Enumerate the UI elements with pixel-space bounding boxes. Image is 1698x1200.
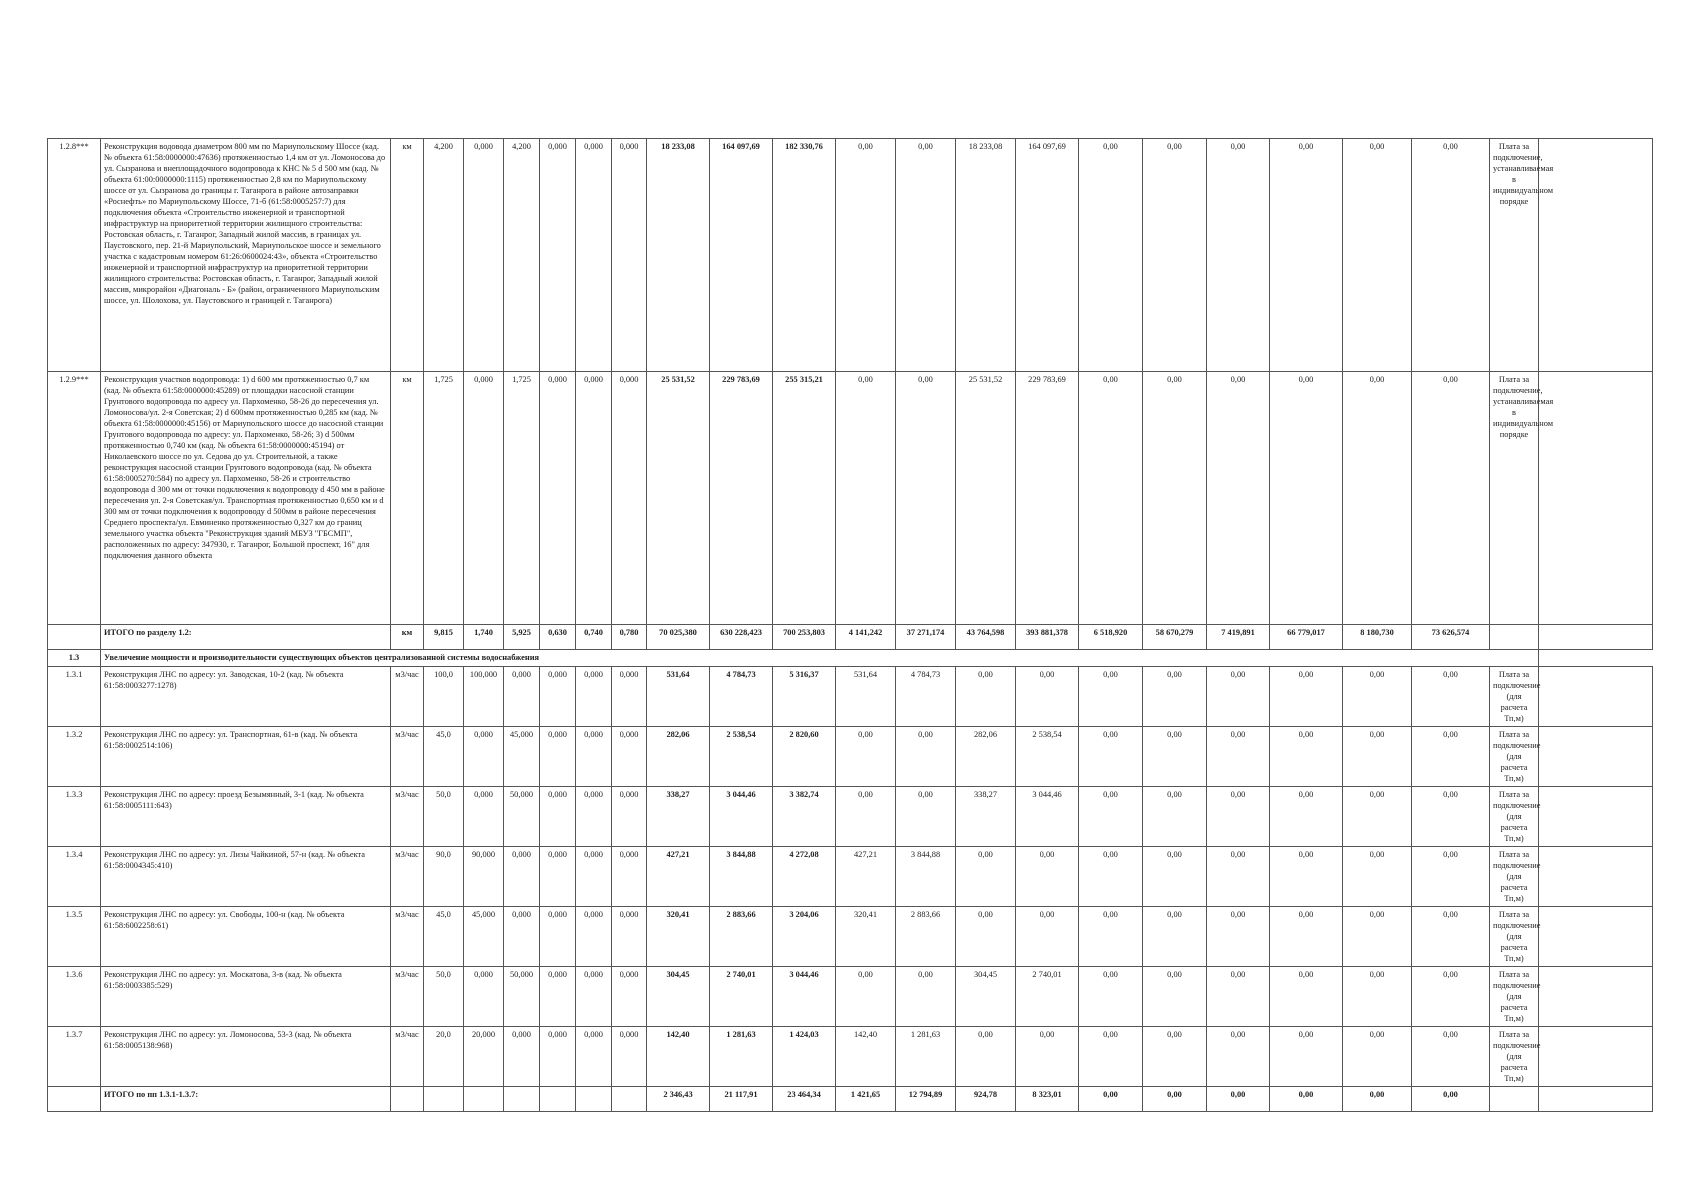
description-cell: Реконструкция ЛНС по адресу: ул. Москатова, 3-в (кад. № объекта 61:58:0003385:529) — [101, 967, 391, 1027]
table-row — [48, 967, 1653, 1027]
value-cell: 0,00 — [1343, 907, 1412, 967]
value-cell: 0,000 — [612, 139, 647, 372]
unit-cell: м3/час — [391, 667, 424, 727]
value-cell: 5 316,37 — [773, 667, 836, 727]
value-cell: 700 253,803 — [773, 625, 836, 650]
value-cell: 9,815 — [424, 625, 464, 650]
value-cell: 1 421,65 — [836, 1087, 896, 1112]
table-row — [48, 907, 1653, 967]
row-number-cell — [48, 625, 101, 650]
value-cell: 0,00 — [1343, 967, 1412, 1027]
value-cell: 3 044,46 — [710, 787, 773, 847]
value-cell: 0,00 — [1270, 1087, 1343, 1112]
value-cell: 0,000 — [576, 372, 612, 625]
value-cell: 0,00 — [1270, 847, 1343, 907]
value-cell: 0,00 — [896, 139, 956, 372]
value-cell: 58 670,279 — [1143, 625, 1207, 650]
value-cell: 531,64 — [836, 667, 896, 727]
value-cell: 0,00 — [1143, 907, 1207, 967]
value-cell: 20,0 — [424, 1027, 464, 1087]
value-cell: 0,00 — [1143, 967, 1207, 1027]
value-cell: 0,00 — [1343, 1087, 1412, 1112]
value-cell: 0,000 — [612, 1027, 647, 1087]
description-cell: Реконструкция ЛНС по адресу: ул. Транспортная, 61-в (кад. № объекта 61:58:0002514:106) — [101, 727, 391, 787]
row-number-cell: 1.2.9*** — [48, 372, 101, 625]
value-cell: 0,00 — [1412, 1087, 1490, 1112]
value-cell: 50,000 — [504, 787, 540, 847]
value-cell: 0,00 — [956, 907, 1016, 967]
value-cell: 0,00 — [1270, 1027, 1343, 1087]
value-cell: 1,740 — [464, 625, 504, 650]
value-cell: 164 097,69 — [1016, 139, 1079, 372]
value-cell: 66 779,017 — [1270, 625, 1343, 650]
value-cell: 3 382,74 — [773, 787, 836, 847]
value-cell: 0,000 — [576, 907, 612, 967]
empty-cell — [1539, 967, 1653, 1027]
row-number-cell — [48, 1087, 101, 1112]
value-cell: 0,000 — [576, 967, 612, 1027]
value-cell — [424, 1087, 464, 1112]
table-row — [48, 1027, 1653, 1087]
value-cell: 0,00 — [1207, 787, 1270, 847]
value-cell: 0,00 — [1343, 667, 1412, 727]
value-cell: 1,725 — [504, 372, 540, 625]
value-cell: 0,740 — [576, 625, 612, 650]
value-cell: 3 844,88 — [896, 847, 956, 907]
value-cell: 0,00 — [1207, 1027, 1270, 1087]
value-cell: 0,00 — [1412, 727, 1490, 787]
value-cell: 7 419,891 — [1207, 625, 1270, 650]
unit-cell: м3/час — [391, 907, 424, 967]
value-cell: 73 626,574 — [1412, 625, 1490, 650]
value-cell: 2 883,66 — [896, 907, 956, 967]
value-cell: 0,000 — [540, 727, 576, 787]
value-cell: 1 281,63 — [896, 1027, 956, 1087]
value-cell: 0,00 — [1079, 847, 1143, 907]
value-cell: 164 097,69 — [710, 139, 773, 372]
note-cell — [1490, 625, 1539, 650]
description-cell: ИТОГО по разделу 1.2: — [101, 625, 391, 650]
value-cell: 282,06 — [956, 727, 1016, 787]
value-cell: 0,00 — [1343, 847, 1412, 907]
value-cell: 0,00 — [1143, 787, 1207, 847]
value-cell: 0,00 — [1270, 907, 1343, 967]
value-cell: 0,000 — [540, 967, 576, 1027]
value-cell: 0,00 — [1343, 787, 1412, 847]
value-cell: 229 783,69 — [1016, 372, 1079, 625]
value-cell: 2 346,43 — [647, 1087, 710, 1112]
section-header-row — [48, 650, 1653, 667]
value-cell: 0,00 — [956, 1027, 1016, 1087]
value-cell: 20,000 — [464, 1027, 504, 1087]
empty-cell — [1539, 727, 1653, 787]
value-cell — [540, 1087, 576, 1112]
value-cell: 0,00 — [1207, 907, 1270, 967]
table-row — [48, 787, 1653, 847]
description-cell: ИТОГО по пп 1.3.1-1.3.7: — [101, 1087, 391, 1112]
value-cell: 304,45 — [956, 967, 1016, 1027]
value-cell: 6 518,920 — [1079, 625, 1143, 650]
row-number-cell: 1.3.5 — [48, 907, 101, 967]
value-cell: 0,00 — [836, 787, 896, 847]
value-cell: 0,00 — [956, 667, 1016, 727]
value-cell: 0,00 — [1016, 847, 1079, 907]
value-cell: 8 323,01 — [1016, 1087, 1079, 1112]
value-cell: 0,00 — [1079, 667, 1143, 727]
value-cell: 43 764,598 — [956, 625, 1016, 650]
value-cell: 0,000 — [612, 727, 647, 787]
value-cell: 0,00 — [896, 967, 956, 1027]
value-cell: 2 740,01 — [710, 967, 773, 1027]
value-cell: 50,0 — [424, 967, 464, 1027]
value-cell: 0,000 — [540, 139, 576, 372]
section-title-cell: Увеличение мощности и производительности существующих объектов централизованной системы водоснабжения — [101, 650, 1539, 667]
description-cell: Реконструкция ЛНС по адресу: ул. Ломоносова, 53-3 (кад. № объекта 61:58:0005138:968) — [101, 1027, 391, 1087]
value-cell: 0,00 — [1270, 787, 1343, 847]
value-cell: 0,00 — [1343, 727, 1412, 787]
value-cell: 0,00 — [1412, 907, 1490, 967]
value-cell: 0,000 — [612, 667, 647, 727]
value-cell: 0,00 — [1143, 727, 1207, 787]
value-cell: 37 271,174 — [896, 625, 956, 650]
value-cell: 0,00 — [1079, 139, 1143, 372]
value-cell — [612, 1087, 647, 1112]
value-cell: 0,000 — [464, 727, 504, 787]
value-cell: 0,00 — [1079, 727, 1143, 787]
value-cell: 320,41 — [647, 907, 710, 967]
value-cell: 0,00 — [1143, 847, 1207, 907]
value-cell: 0,000 — [540, 372, 576, 625]
value-cell: 0,00 — [1207, 372, 1270, 625]
value-cell: 0,00 — [1412, 1027, 1490, 1087]
value-cell: 0,00 — [1016, 907, 1079, 967]
value-cell: 0,00 — [1207, 667, 1270, 727]
value-cell: 304,45 — [647, 967, 710, 1027]
table-row — [48, 727, 1653, 787]
note-cell: Плата за подключение (для расчета Тп,м) — [1490, 787, 1539, 847]
unit-cell: м3/час — [391, 727, 424, 787]
value-cell: 100,000 — [464, 667, 504, 727]
value-cell: 2 538,54 — [1016, 727, 1079, 787]
value-cell: 50,000 — [504, 967, 540, 1027]
value-cell: 0,00 — [1343, 1027, 1412, 1087]
value-cell: 0,000 — [540, 787, 576, 847]
value-cell: 924,78 — [956, 1087, 1016, 1112]
value-cell: 45,000 — [504, 727, 540, 787]
value-cell: 0,000 — [540, 847, 576, 907]
unit-cell: км — [391, 625, 424, 650]
value-cell: 282,06 — [647, 727, 710, 787]
value-cell: 2 883,66 — [710, 907, 773, 967]
note-cell: Плата за подключение, устанавливаемая в индивидуальном порядке — [1490, 139, 1539, 372]
value-cell: 0,000 — [464, 787, 504, 847]
value-cell: 0,00 — [1270, 667, 1343, 727]
value-cell: 18 233,08 — [956, 139, 1016, 372]
value-cell: 4 784,73 — [710, 667, 773, 727]
value-cell: 0,00 — [1079, 1027, 1143, 1087]
empty-cell — [1539, 907, 1653, 967]
value-cell: 0,000 — [612, 787, 647, 847]
value-cell: 0,000 — [504, 847, 540, 907]
value-cell — [504, 1087, 540, 1112]
value-cell: 0,000 — [464, 139, 504, 372]
value-cell: 1 281,63 — [710, 1027, 773, 1087]
value-cell: 320,41 — [836, 907, 896, 967]
value-cell: 1,725 — [424, 372, 464, 625]
value-cell: 427,21 — [647, 847, 710, 907]
value-cell: 0,00 — [1079, 967, 1143, 1027]
value-cell: 4,200 — [424, 139, 464, 372]
value-cell: 0,000 — [504, 1027, 540, 1087]
note-cell: Плата за подключение (для расчета Тп,м) — [1490, 667, 1539, 727]
value-cell: 142,40 — [836, 1027, 896, 1087]
value-cell: 0,00 — [836, 372, 896, 625]
value-cell: 0,00 — [1412, 372, 1490, 625]
row-number-cell: 1.3 — [48, 650, 101, 667]
note-cell: Плата за подключение (для расчета Тп,м) — [1490, 1027, 1539, 1087]
value-cell: 50,0 — [424, 787, 464, 847]
value-cell: 142,40 — [647, 1027, 710, 1087]
value-cell: 1 424,03 — [773, 1027, 836, 1087]
row-number-cell: 1.3.2 — [48, 727, 101, 787]
value-cell: 0,00 — [1412, 787, 1490, 847]
value-cell: 0,000 — [504, 667, 540, 727]
description-cell: Реконструкция ЛНС по адресу: проезд Безымянный, 3-1 (кад. № объекта 61:58:0005111:643) — [101, 787, 391, 847]
value-cell: 0,00 — [1016, 667, 1079, 727]
value-cell: 630 228,423 — [710, 625, 773, 650]
value-cell: 4,200 — [504, 139, 540, 372]
description-cell: Реконструкция участков водопровода: 1) d 600 мм протяженностью 0,7 км (кад. № объекта 61:58:0000000:45289) от площадки насосной станции Грунтового водопровода по адресу ул. Пархоменко, 58-26 до пересечения ул. Ломоносова/ул. 2-я Советская; 2) d 600мм протяженностью 0,285 км (кад. № объекта 61:58:0000000:45156) от Мариупольского шоссе до насосной станции Грунтового водопровода по адресу: ул. Пархоменко, 58-26; 3) d 500мм протяженностью 0,740 км (кад. № объекта 61:58:0000000:45194) от Николаевского шоссе по ул. Седова до ул. Строительной, а также реконструкция насосной станции Грунтового водопровода (кад. № объекта 61:58:0005270:584) по адресу ул. Пархоменко, 58-26 и строительство водопровода d 300 мм от точки подключения к водопроводу d 450 мм в районе пересечения ул. 2-я Советская/ул. Транспортная протяженностью 0,650 км и d 300 мм от точки подключения к водопроводу d 500мм в районе пересечения Среднего проспекта/ул. Евминенко протяженностью 0,327 км до границ земельного участка объекта "Реконструкция зданий МБУЗ "ГБСМП", расположенных по адресу: 347930, г. Таганрог, Большой проспект, 16" для подключения данного объекта — [101, 372, 391, 625]
value-cell: 8 180,730 — [1343, 625, 1412, 650]
value-cell: 0,000 — [576, 787, 612, 847]
value-cell: 2 820,60 — [773, 727, 836, 787]
row-number-cell: 1.3.7 — [48, 1027, 101, 1087]
value-cell: 90,0 — [424, 847, 464, 907]
value-cell: 3 844,88 — [710, 847, 773, 907]
value-cell: 0,00 — [1079, 1087, 1143, 1112]
value-cell: 2 740,01 — [1016, 967, 1079, 1027]
note-cell: Плата за подключение (для расчета Тп,м) — [1490, 907, 1539, 967]
empty-cell — [1539, 372, 1653, 625]
value-cell: 0,00 — [1207, 727, 1270, 787]
value-cell: 25 531,52 — [647, 372, 710, 625]
value-cell: 4 784,73 — [896, 667, 956, 727]
total-row — [48, 625, 1653, 650]
value-cell: 0,00 — [836, 139, 896, 372]
value-cell: 0,000 — [612, 907, 647, 967]
empty-cell — [1539, 1087, 1653, 1112]
value-cell: 25 531,52 — [956, 372, 1016, 625]
value-cell: 427,21 — [836, 847, 896, 907]
value-cell: 100,0 — [424, 667, 464, 727]
value-cell: 4 272,08 — [773, 847, 836, 907]
total-row — [48, 1087, 1653, 1112]
unit-cell: м3/час — [391, 967, 424, 1027]
table-row — [48, 139, 1653, 372]
value-cell: 0,00 — [1412, 967, 1490, 1027]
value-cell: 0,00 — [1143, 1027, 1207, 1087]
value-cell: 0,000 — [576, 847, 612, 907]
value-cell: 0,00 — [1079, 907, 1143, 967]
value-cell — [576, 1087, 612, 1112]
value-cell: 0,000 — [576, 727, 612, 787]
value-cell: 0,000 — [576, 139, 612, 372]
value-cell: 338,27 — [647, 787, 710, 847]
empty-cell — [1539, 667, 1653, 727]
value-cell: 0,000 — [464, 372, 504, 625]
empty-cell — [1539, 847, 1653, 907]
unit-cell: км — [391, 139, 424, 372]
row-number-cell: 1.3.1 — [48, 667, 101, 727]
description-cell: Реконструкция ЛНС по адресу: ул. Свободы, 100-н (кад. № объекта 61:58:6002258:61) — [101, 907, 391, 967]
table-row — [48, 372, 1653, 625]
note-cell: Плата за подключение, устанавливаемая в индивидуальном порядке — [1490, 372, 1539, 625]
empty-cell — [1539, 139, 1653, 372]
value-cell: 0,00 — [1079, 372, 1143, 625]
unit-cell: м3/час — [391, 847, 424, 907]
value-cell: 18 233,08 — [647, 139, 710, 372]
value-cell: 255 315,21 — [773, 372, 836, 625]
table-row — [48, 847, 1653, 907]
unit-cell: км — [391, 372, 424, 625]
description-cell: Реконструкция ЛНС по адресу: ул. Заводская, 10-2 (кад. № объекта 61:58:0003277:1278) — [101, 667, 391, 727]
value-cell: 0,00 — [1343, 139, 1412, 372]
empty-cell — [1539, 787, 1653, 847]
value-cell: 0,00 — [1412, 139, 1490, 372]
value-cell: 0,000 — [540, 907, 576, 967]
value-cell: 0,00 — [1412, 847, 1490, 907]
value-cell: 531,64 — [647, 667, 710, 727]
row-number-cell: 1.3.4 — [48, 847, 101, 907]
value-cell: 0,00 — [1207, 1087, 1270, 1112]
value-cell: 0,00 — [1270, 372, 1343, 625]
value-cell: 0,00 — [896, 372, 956, 625]
unit-cell: м3/час — [391, 1027, 424, 1087]
table-row — [48, 667, 1653, 727]
value-cell: 0,00 — [1207, 967, 1270, 1027]
value-cell: 0,00 — [1143, 667, 1207, 727]
value-cell: 0,000 — [464, 967, 504, 1027]
value-cell: 0,000 — [576, 1027, 612, 1087]
unit-cell — [391, 1087, 424, 1112]
value-cell: 4 141,242 — [836, 625, 896, 650]
value-cell: 3 204,06 — [773, 907, 836, 967]
value-cell: 0,00 — [896, 787, 956, 847]
value-cell: 90,000 — [464, 847, 504, 907]
value-cell: 12 794,89 — [896, 1087, 956, 1112]
value-cell: 21 117,91 — [710, 1087, 773, 1112]
note-cell — [1490, 1087, 1539, 1112]
value-cell: 70 025,380 — [647, 625, 710, 650]
value-cell: 0,00 — [1143, 372, 1207, 625]
value-cell: 0,00 — [836, 727, 896, 787]
value-cell: 0,00 — [1079, 787, 1143, 847]
value-cell: 45,0 — [424, 907, 464, 967]
value-cell: 0,00 — [836, 967, 896, 1027]
description-cell: Реконструкция ЛНС по адресу: ул. Лизы Чайкиной, 57-н (кад. № объекта 61:58:0004345:410) — [101, 847, 391, 907]
value-cell: 0,000 — [504, 907, 540, 967]
row-number-cell: 1.2.8*** — [48, 139, 101, 372]
note-cell: Плата за подключение (для расчета Тп,м) — [1490, 727, 1539, 787]
empty-cell — [1539, 1027, 1653, 1087]
note-cell: Плата за подключение (для расчета Тп,м) — [1490, 847, 1539, 907]
value-cell: 0,00 — [956, 847, 1016, 907]
value-cell: 0,630 — [540, 625, 576, 650]
value-cell: 0,00 — [1343, 372, 1412, 625]
value-cell: 229 783,69 — [710, 372, 773, 625]
value-cell: 0,000 — [612, 967, 647, 1027]
value-cell: 393 881,378 — [1016, 625, 1079, 650]
value-cell: 0,000 — [576, 667, 612, 727]
empty-cell — [1539, 625, 1653, 650]
value-cell: 0,000 — [612, 372, 647, 625]
value-cell: 0,00 — [1412, 667, 1490, 727]
note-cell: Плата за подключение (для расчета Тп,м) — [1490, 967, 1539, 1027]
value-cell: 182 330,76 — [773, 139, 836, 372]
value-cell: 0,000 — [540, 667, 576, 727]
value-cell — [464, 1087, 504, 1112]
unit-cell: м3/час — [391, 787, 424, 847]
value-cell: 0,00 — [1143, 139, 1207, 372]
investment-program-table — [47, 138, 1653, 1112]
value-cell: 5,925 — [504, 625, 540, 650]
value-cell: 0,00 — [1143, 1087, 1207, 1112]
description-cell: Реконструкция водовода диаметром 800 мм по Мариупольскому Шоссе (кад. № объекта 61:58:0000000:47636) протяженностью 1,4 км от ул. Ломоносова до ул. Сызранова и внеплощадочного водопровода к КНС № 5 d 500 мм (кад. № объекта 61:00:0000000:1115) протяженностью 2,8 км по Мариупольскому шоссе от ул. Сызранова до границы г. Таганрога в районе автозаправки «Роснефть» по Мариупольскому Шоссе, 71-б (61:58:0005257:7) для подключения объекта «Строительство инженерной и транспортной инфраструктур на приоритетной территории жилищного строительства: Ростовская область, г. Таганрог, Западный жилой массив, в границах ул. Паустовского, пер. 21-й Мариупольский, Мариупольское шоссе и земельного участка с кадастровым номером 61:26:0600024:43», объекта «Строительство инженерной и транспортной инфраструктур на приоритетной территории жилищного строительства: Ростовская область, г. Таганрог, Западный жилой массив, микрорайон «Диагональ - Б» (район, ограниченного Мариупольским шоссе, ул. Шолохова, ул. Паустовского и границей г. Таганрога) — [101, 139, 391, 372]
value-cell: 0,00 — [1207, 847, 1270, 907]
value-cell: 0,000 — [540, 1027, 576, 1087]
value-cell: 2 538,54 — [710, 727, 773, 787]
value-cell: 338,27 — [956, 787, 1016, 847]
value-cell: 0,00 — [1270, 139, 1343, 372]
value-cell: 0,00 — [1016, 1027, 1079, 1087]
row-number-cell: 1.3.6 — [48, 967, 101, 1027]
value-cell: 0,780 — [612, 625, 647, 650]
value-cell: 45,0 — [424, 727, 464, 787]
value-cell: 3 044,46 — [773, 967, 836, 1027]
value-cell: 3 044,46 — [1016, 787, 1079, 847]
value-cell: 0,00 — [1270, 967, 1343, 1027]
value-cell: 23 464,34 — [773, 1087, 836, 1112]
value-cell: 0,00 — [896, 727, 956, 787]
value-cell: 45,000 — [464, 907, 504, 967]
value-cell: 0,00 — [1207, 139, 1270, 372]
value-cell: 0,00 — [1270, 727, 1343, 787]
value-cell: 0,000 — [612, 847, 647, 907]
row-number-cell: 1.3.3 — [48, 787, 101, 847]
